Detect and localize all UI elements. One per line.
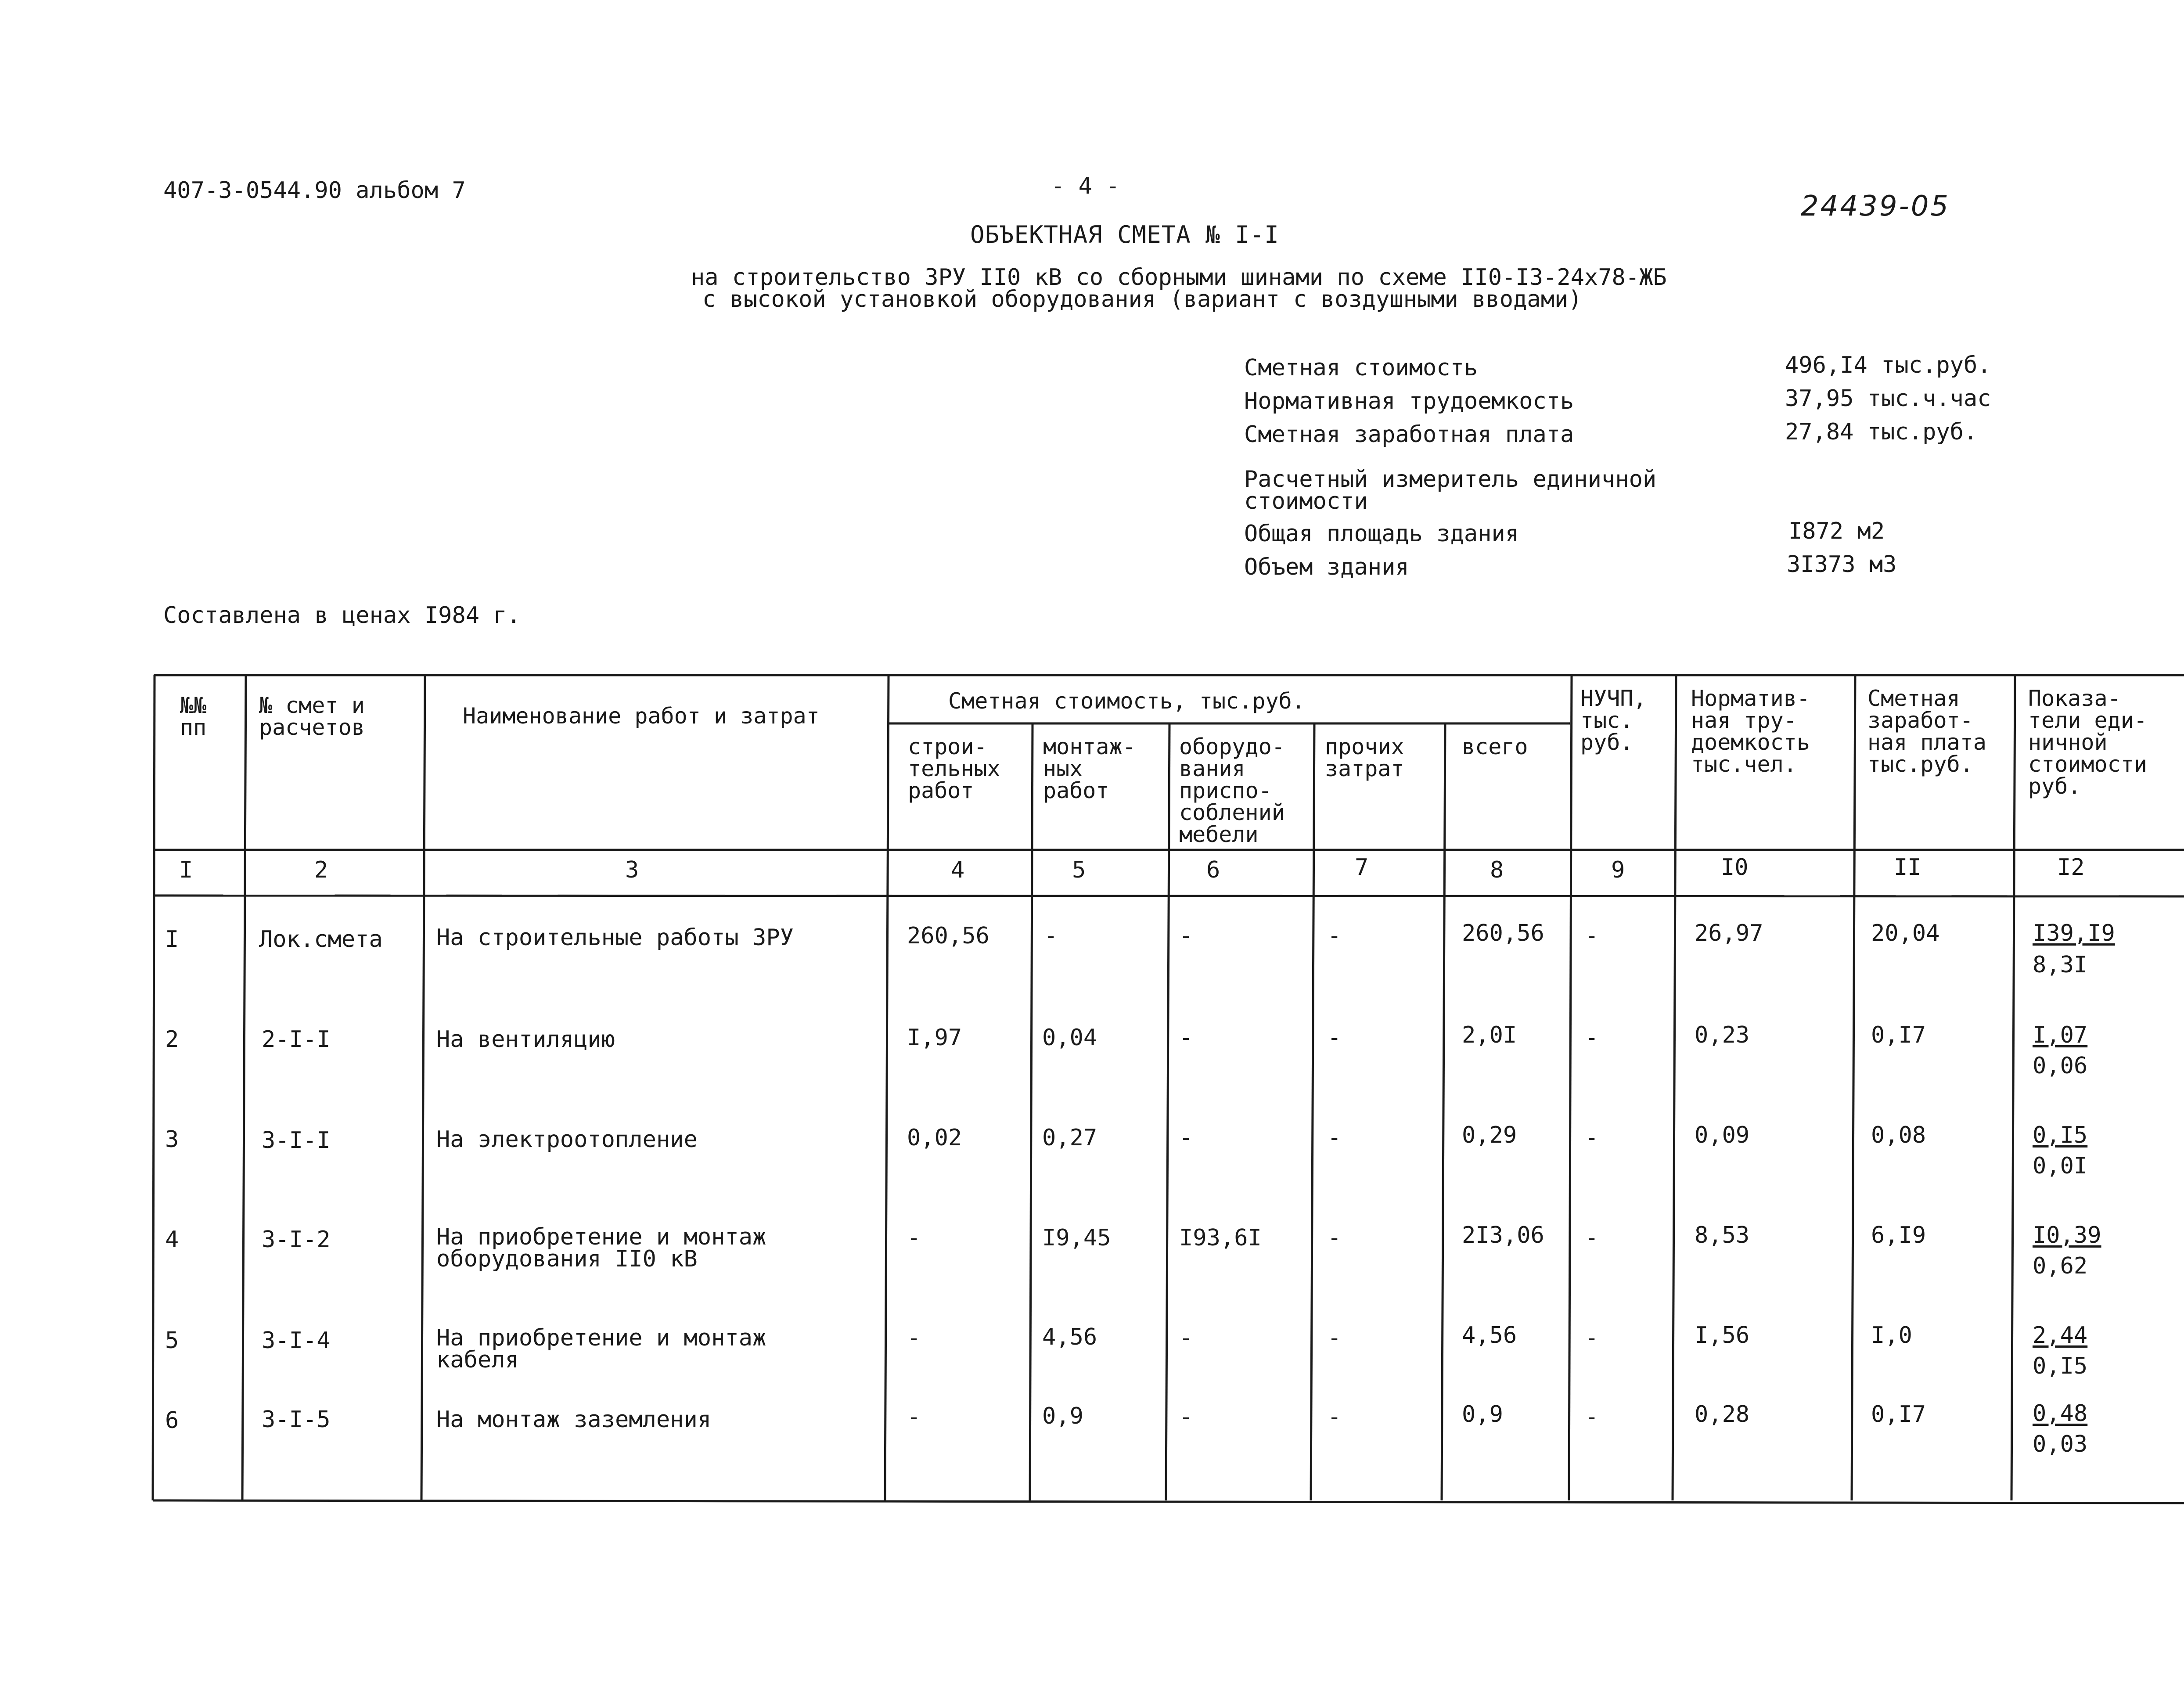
row-work-name-line-2: оборудования II0 кВ xyxy=(436,1246,698,1272)
subtitle-line-2: с высокой установкой оборудования (вариант с воздушными вводами) xyxy=(702,286,1582,313)
cell-total: 260,56 xyxy=(1462,920,1544,946)
row-work-name: На монтаж заземления xyxy=(436,1406,712,1433)
cell-equipment: - xyxy=(1179,1404,1193,1430)
col-number: 8 xyxy=(1490,857,1504,883)
col-number: 6 xyxy=(1206,857,1220,883)
document-code: 407-3-0544.90 альбом 7 xyxy=(163,177,466,204)
row-number: 4 xyxy=(165,1227,179,1253)
page-title: ОБЪЕКТНАЯ СМЕТА № I-I xyxy=(970,221,1279,248)
cell-equipment: - xyxy=(1179,1325,1193,1351)
cell-indicator-top: 0,48 xyxy=(2033,1400,2088,1427)
cell-installation: 0,9 xyxy=(1042,1403,1083,1429)
row-estimate-ref: 3-I-5 xyxy=(262,1406,331,1433)
cell-installation: 0,27 xyxy=(1042,1125,1097,1151)
cell-wages: 6,I9 xyxy=(1871,1222,1926,1248)
cell-other: - xyxy=(1328,1025,1342,1051)
row-work-name-line-1: На приобретение и монтаж xyxy=(436,1325,766,1351)
col-number: 9 xyxy=(1611,857,1625,883)
cell-nuchp: - xyxy=(1585,1325,1599,1351)
row-estimate-ref: 2-I-I xyxy=(262,1026,331,1053)
cell-total: 2I3,06 xyxy=(1462,1222,1544,1248)
cell-indicator-bottom: 8,3I xyxy=(2033,952,2088,978)
cell-indicator-bottom: 0,I5 xyxy=(2033,1353,2088,1379)
volume-label: Объем здания xyxy=(1244,554,1409,580)
row-number: 5 xyxy=(165,1327,179,1354)
col-number: 2 xyxy=(314,857,328,883)
cell-construction: I,97 xyxy=(907,1025,962,1051)
cell-indicator-top: 0,I5 xyxy=(2033,1122,2088,1148)
volume-value: 3I373 м3 xyxy=(1787,551,1897,578)
cell-nuchp: - xyxy=(1585,1225,1599,1251)
cell-indicator-bottom: 0,62 xyxy=(2033,1253,2088,1279)
cell-equipment: I93,6I xyxy=(1179,1225,1262,1251)
cell-indicator-top: 2,44 xyxy=(2033,1322,2088,1349)
subtitle-line-1: на строительство ЗРУ II0 кВ со сборными шинами по схеме II0-I3-24х78-ЖБ xyxy=(691,264,1667,291)
cell-other: - xyxy=(1328,1325,1342,1351)
cell-indicator-top: I,07 xyxy=(2033,1022,2088,1048)
col-number: 7 xyxy=(1355,854,1369,881)
row-number: 3 xyxy=(165,1126,179,1153)
header-cost-group: Сметная стоимость, тыс.руб. xyxy=(948,688,1305,714)
cell-nuchp: - xyxy=(1585,1125,1599,1151)
cell-installation: 4,56 xyxy=(1042,1324,1097,1350)
cell-total: 2,0I xyxy=(1462,1022,1517,1048)
row-work-name-line-1: На приобретение и монтаж xyxy=(436,1224,766,1250)
cell-total: 4,56 xyxy=(1462,1322,1517,1349)
col-number: 4 xyxy=(951,857,965,883)
cell-other: - xyxy=(1328,1125,1342,1151)
cell-nuchp: - xyxy=(1585,1404,1599,1430)
header-nuchp: НУЧП, тыс. руб. xyxy=(1580,686,1647,755)
row-work-name: На вентиляцию xyxy=(436,1026,615,1053)
cell-indicator-bottom: 0,0I xyxy=(2033,1153,2088,1179)
cell-indicator-top: I0,39 xyxy=(2033,1222,2101,1248)
area-label: Общая площадь здания xyxy=(1244,521,1519,547)
cell-construction: 260,56 xyxy=(907,923,989,949)
cell-installation: I9,45 xyxy=(1042,1225,1111,1251)
header-construction: строи- тельных работ xyxy=(908,734,1000,803)
col-number: I xyxy=(179,857,193,883)
col-number: II xyxy=(1894,854,1921,881)
col-number: I2 xyxy=(2057,854,2085,881)
col-number: 5 xyxy=(1072,857,1086,883)
cell-total: 0,29 xyxy=(1462,1122,1517,1148)
col-number: I0 xyxy=(1721,854,1749,881)
summary-label-wages: Сметная заработная плата xyxy=(1244,421,1574,448)
cell-labor: I,56 xyxy=(1695,1322,1750,1349)
row-estimate-ref: Лок.смета xyxy=(259,926,383,953)
cell-construction: 0,02 xyxy=(907,1125,962,1151)
cell-nuchp: - xyxy=(1585,923,1599,949)
cell-equipment: - xyxy=(1179,1025,1193,1051)
row-estimate-ref: 3-I-I xyxy=(262,1127,331,1154)
unit-meter-line-1: Расчетный измеритель единичной xyxy=(1244,466,1657,493)
header-wages: Сметная заработ- ная плата тыс.руб. xyxy=(1867,686,1986,777)
cell-total: 0,9 xyxy=(1462,1401,1503,1428)
cell-labor: 26,97 xyxy=(1695,920,1763,946)
row-number: 6 xyxy=(165,1407,179,1434)
summary-label-labor: Нормативная трудоемкость xyxy=(1244,388,1574,414)
cell-labor: 8,53 xyxy=(1695,1222,1750,1248)
cell-indicator-bottom: 0,06 xyxy=(2033,1053,2088,1079)
header-row-number: №№ пп xyxy=(180,693,207,740)
cell-equipment: - xyxy=(1179,923,1193,949)
summary-value-cost: 496,I4 тыс.руб. xyxy=(1785,352,1991,378)
cell-wages: 20,04 xyxy=(1871,920,1940,946)
row-number: I xyxy=(165,926,179,953)
row-work-name: На строительные работы ЗРУ xyxy=(436,924,794,951)
cell-other: - xyxy=(1328,1225,1342,1251)
page-number: - 4 - xyxy=(1051,173,1120,199)
cell-wages: 0,I7 xyxy=(1871,1022,1926,1048)
unit-meter-line-2: стоимости xyxy=(1244,488,1368,514)
summary-value-wages: 27,84 тыс.руб. xyxy=(1785,419,1978,445)
cell-equipment: - xyxy=(1179,1125,1193,1151)
header-work-name: Наименование работ и затрат xyxy=(463,703,820,729)
header-estimate-ref: № смет и расчетов xyxy=(259,693,365,740)
summary-value-labor: 37,95 тыс.ч.час xyxy=(1785,385,1991,412)
cell-labor: 0,09 xyxy=(1695,1122,1750,1148)
handwritten-number: 24439-05 xyxy=(1801,190,1950,223)
col-number: 3 xyxy=(625,857,639,883)
cell-indicator-top: I39,I9 xyxy=(2033,920,2115,946)
cell-other: - xyxy=(1328,923,1342,949)
header-equipment: оборудо- вания приспо- соблений мебели xyxy=(1179,734,1285,847)
cell-wages: 0,I7 xyxy=(1871,1401,1926,1428)
row-estimate-ref: 3-I-4 xyxy=(262,1327,331,1354)
header-total: всего xyxy=(1462,734,1528,759)
cell-construction: - xyxy=(907,1225,921,1251)
cell-other: - xyxy=(1328,1404,1342,1430)
header-unit-indicators: Показа- тели еди- ничной стоимости руб. xyxy=(2028,686,2147,799)
cell-construction: - xyxy=(907,1404,921,1430)
cell-wages: I,0 xyxy=(1871,1322,1912,1349)
cell-wages: 0,08 xyxy=(1871,1122,1926,1148)
cell-construction: - xyxy=(907,1325,921,1351)
header-installation: монтаж- ных работ xyxy=(1043,734,1136,803)
area-value: I872 м2 xyxy=(1788,518,1885,544)
row-number: 2 xyxy=(165,1026,179,1053)
cell-installation: - xyxy=(1044,923,1058,949)
row-work-name: На электроотопление xyxy=(436,1126,698,1153)
cell-labor: 0,28 xyxy=(1695,1401,1750,1428)
header-other: прочих затрат xyxy=(1325,734,1404,781)
cell-labor: 0,23 xyxy=(1695,1022,1750,1048)
cell-installation: 0,04 xyxy=(1042,1025,1097,1051)
prices-note: Составлена в ценах I984 г. xyxy=(163,602,521,629)
cell-indicator-bottom: 0,03 xyxy=(2033,1431,2088,1457)
summary-label-cost: Сметная стоимость xyxy=(1244,355,1478,381)
header-labor: Норматив- ная тру- доемкость тыс.чел. xyxy=(1691,686,1810,777)
row-estimate-ref: 3-I-2 xyxy=(262,1227,331,1253)
cell-nuchp: - xyxy=(1585,1025,1599,1051)
row-work-name-line-2: кабеля xyxy=(436,1347,519,1373)
